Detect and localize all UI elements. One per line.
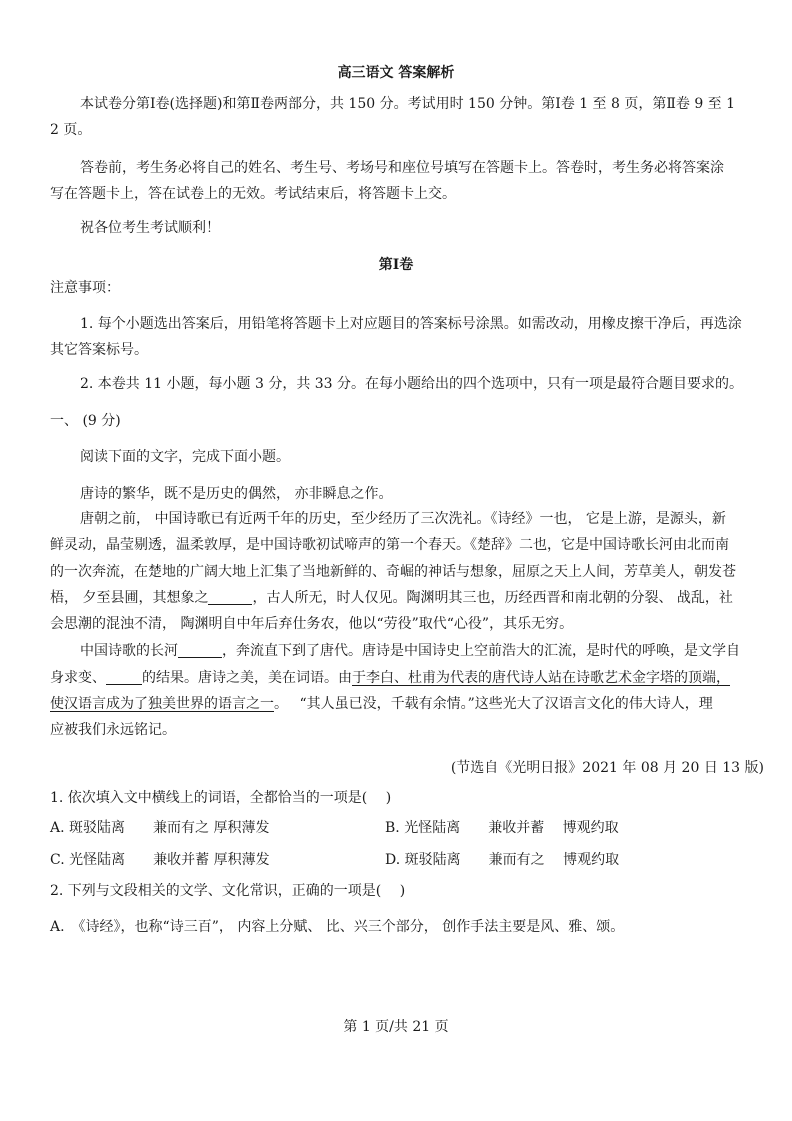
notice-item-1-line-2: 其它答案标号。: [50, 342, 148, 358]
passage-p1-line-5: 会思潮的混浊不清， 陶渊明自中年后弃仕务农，他以“劳役”取代“心役”，其乐无穷。: [50, 616, 574, 632]
reading-instruction: 阅读下面的文字，完成下面小题。: [80, 449, 290, 465]
notice-item-1-line-1: 1. 每个小题选出答案后，用铅笔将答题卡上对应题目的答案标号涂黑。如需改动，用橡皮擦干净后，再选涂: [80, 316, 742, 332]
question-1-option-c: C. 光怪陆离 兼收并蓄 厚积薄发: [50, 852, 270, 868]
question-1-stem: 1. 依次填入文中横线上的词语，全都恰当的一项是( ): [50, 790, 392, 806]
passage-p2-line-2: [50, 668, 730, 688]
question-2-option-a: A. 《诗经》，也称“诗三百”， 内容上分赋、 比、兴三个部分， 创作手法主要是风、雅、颂。: [50, 919, 625, 935]
passage-p2-line-3-end: 。 “其人虽已没，千载有余情。”这些光大了汉语言文化的伟大诗人，理: [274, 696, 713, 712]
intro-line-2: 2 页。: [50, 122, 92, 138]
underlined-sentence-part-1: 于李白、杜甫为代表的唐代诗人站在诗歌艺术金字塔的顶端，: [352, 670, 730, 686]
passage-p1-line-4-end: ，古人所无，时人仅见。陶渊明其三也，历经西晋和南北朝的分裂、 战乱，社: [252, 590, 733, 606]
part-heading: 一、 (9 分): [50, 413, 121, 429]
answer-blank-1: [208, 590, 252, 605]
intro-line-4: 写在答题卡上，答在试卷上的无效。考试结束后，将答题卡上交。: [50, 186, 456, 202]
underlined-sentence-part-2: 使汉语言成为了独美世界的语言之一: [50, 696, 274, 712]
question-1-option-b: B. 光怪陆离 兼收并蓄 博观约取: [385, 820, 619, 836]
passage-p1-line-4-start: 梧， 夕至县圃，其想象之: [50, 590, 209, 606]
answer-blank-3: [106, 670, 142, 685]
notice-label: 注意事项：: [50, 280, 120, 296]
question-1-option-a: A. 斑驳陆离 兼而有之 厚积薄发: [50, 820, 270, 836]
intro-line-1: 本试卷分第Ⅰ卷(选择题)和第Ⅱ卷两部分，共 150 分。考试用时 150 分钟。第Ⅰ卷 1 至 8 页，第Ⅱ卷 9 至 1: [80, 96, 736, 112]
passage-p2-line-4: 应被我们永远铭记。: [50, 722, 176, 738]
intro-line-5: 祝各位考生考试顺利！: [80, 220, 220, 236]
passage-p2-line-1-start: 中国诗歌的长河: [80, 643, 178, 659]
passage-p1-line-2: 鲜灵动，晶莹剔透，温柔敦厚，是中国诗歌初试啼声的第一个春天。《楚辞》二也，它是中国诗歌长河由北而南: [50, 537, 729, 553]
passage-p2-line-3: [50, 694, 713, 714]
passage-title: 唐诗的繁华，既不是历史的偶然， 亦非瞬息之作。: [80, 486, 393, 502]
answer-blank-2: [178, 643, 222, 658]
notice-item-2: 2. 本卷共 11 小题，每小题 3 分，共 33 分。在每小题给出的四个选项中，只有一项是最符合题目要求的。: [80, 376, 744, 392]
passage-p2-line-2-start: 身求变、: [50, 670, 106, 686]
question-1-option-d: D. 斑驳陆离 兼而有之 博观约取: [385, 852, 620, 868]
passage-p1-line-4: [50, 588, 733, 608]
passage-p2-line-2-mid: 的结果。唐诗之美，美在词语。由: [142, 670, 352, 686]
passage-p1-line-1: 唐朝之前， 中国诗歌已有近两千年的历史，至少经历了三次洗礼。《诗经》一也， 它是上游，是源头，新: [80, 511, 726, 527]
passage-source: (节选自《光明日报》2021 年 08 月 20 日 13 版): [450, 760, 764, 776]
page-footer: 第 1 页/共 21 页: [343, 1019, 449, 1035]
document-title: 高三语文 答案解析: [337, 65, 455, 81]
intro-line-3: 答卷前，考生务必将自己的姓名、考生号、考场号和座位号填写在答题卡上。答卷时，考生务必将答案涂: [80, 160, 724, 176]
section-title: 第Ⅰ卷: [378, 257, 414, 273]
passage-p2-line-1-end: ，奔流直下到了唐代。唐诗是中国诗史上空前浩大的汇流，是时代的呼唤，是文学自: [222, 643, 740, 659]
passage-p2-line-1: [80, 641, 740, 661]
passage-p1-line-3: 的一次奔流，在楚地的广阔大地上汇集了当地新鲜的、奇崛的神话与想象，屈原之天上人间，芳草美人，朝发苍: [50, 564, 736, 580]
question-2-stem: 2. 下列与文段相关的文学、文化常识，正确的一项是( ): [50, 883, 406, 899]
